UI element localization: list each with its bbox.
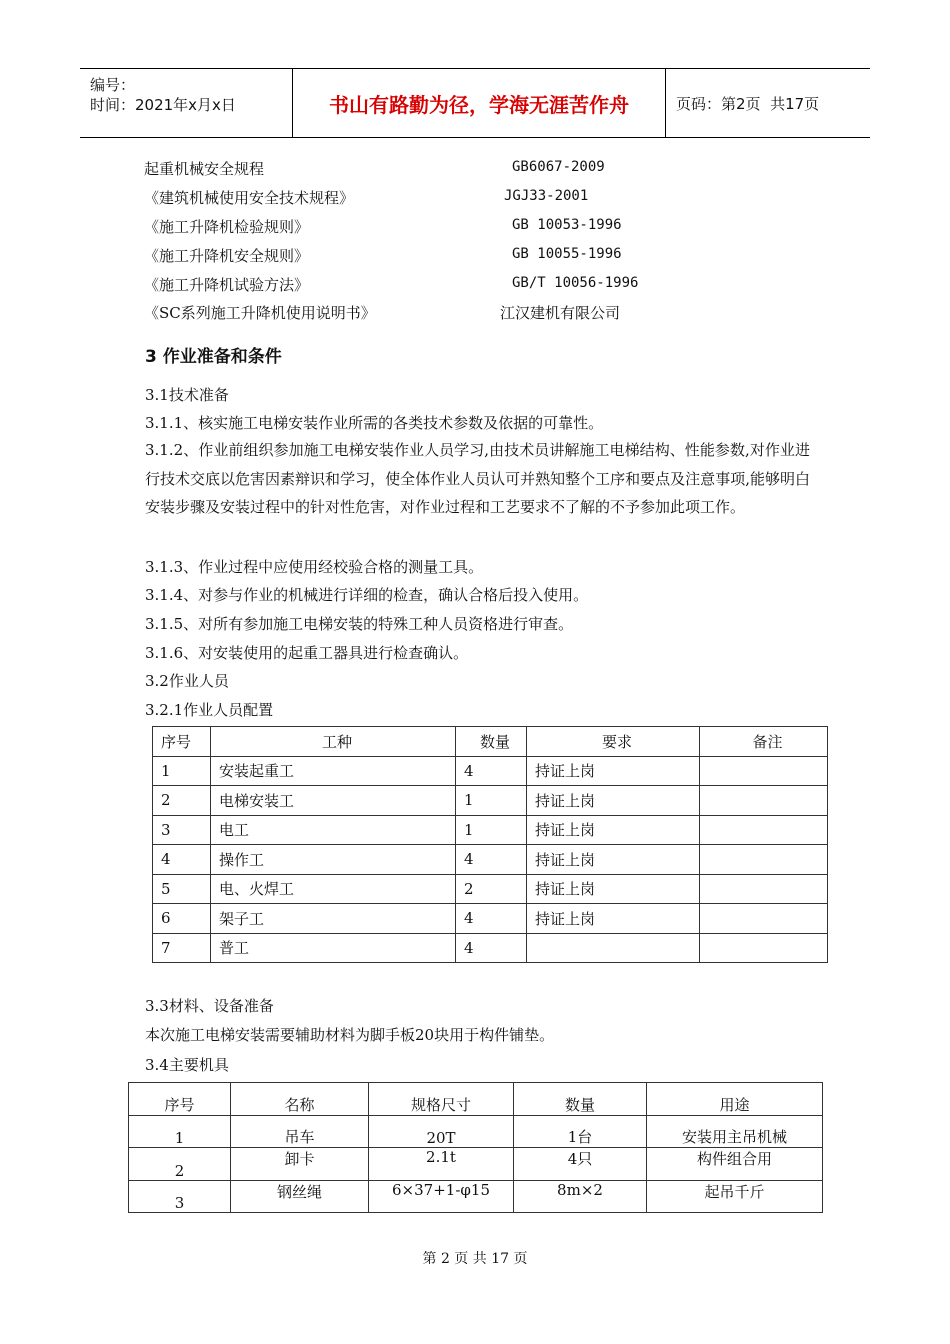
subsection-title: 3.3材料、设备准备 <box>145 997 274 1015</box>
table-cell <box>700 786 828 816</box>
table-cell: 2 <box>153 786 211 816</box>
table-cell <box>700 874 828 904</box>
table-cell: 4只 <box>514 1148 647 1181</box>
table-cell: 4 <box>456 845 527 875</box>
table-cell: 操作工 <box>211 845 456 875</box>
table-row <box>129 1148 823 1181</box>
table-cell: 8m×2 <box>514 1181 647 1213</box>
table-header-cell: 工种 <box>211 727 456 757</box>
header-motto: 书山有路勤为径，学海无涯苦作舟 <box>293 69 666 137</box>
table-row <box>153 874 828 904</box>
table-cell: 卸卡 <box>231 1148 369 1181</box>
standard-code: GB6067-2009 <box>512 159 605 175</box>
table-cell: 起吊千斤 <box>647 1181 823 1213</box>
table-cell: 电梯安装工 <box>211 786 456 816</box>
standard-name: 《建筑机械使用安全技术规程》 <box>144 189 355 207</box>
table-cell: 4 <box>456 904 527 934</box>
table-header-cell: 数量 <box>456 727 527 757</box>
table-cell <box>700 933 828 963</box>
standard-issuer: 江汉建机有限公司 <box>500 304 621 322</box>
paragraph: 本次施工电梯安装需要辅助材料为脚手板20块用于构件铺垫。 <box>145 1026 555 1044</box>
table-cell: 持证上岗 <box>527 904 700 934</box>
paragraph: 3.1.5、对所有参加施工电梯安装的特殊工种人员资格进行审查。 <box>145 615 574 633</box>
standard-name: 起重机械安全规程 <box>144 160 265 178</box>
table-cell: 持证上岗 <box>527 786 700 816</box>
table-header-row <box>153 727 828 757</box>
table-cell: 持证上岗 <box>527 874 700 904</box>
table-cell: 安装用主吊机械 <box>647 1116 823 1148</box>
standard-code: GB 10053-1996 <box>512 217 622 233</box>
table-cell: 1 <box>456 786 527 816</box>
subsection-title: 3.2作业人员 <box>145 672 229 690</box>
staff-table <box>152 726 828 963</box>
table-cell: 吊车 <box>231 1116 369 1148</box>
paragraph: 3.1.3、作业过程中应使用经校验合格的测量工具。 <box>145 558 484 576</box>
page-footer: 第 2 页 共 17 页 <box>422 1251 528 1267</box>
table-cell: 6 <box>153 904 211 934</box>
table-cell: 电、火焊工 <box>211 874 456 904</box>
table-cell: 7 <box>153 933 211 963</box>
table-cell: 安装起重工 <box>211 756 456 786</box>
table-row <box>153 845 828 875</box>
table-cell: 4 <box>456 756 527 786</box>
standard-name: 《施工升降机试验方法》 <box>144 276 310 294</box>
table-cell: 1 <box>129 1116 231 1148</box>
table-cell: 3 <box>153 815 211 845</box>
table-cell: 电工 <box>211 815 456 845</box>
section-title: 3 作业准备和条件 <box>145 347 282 367</box>
table-header-cell: 序号 <box>129 1083 231 1116</box>
header-page-info <box>666 69 870 137</box>
table-cell <box>700 756 828 786</box>
table-cell <box>700 845 828 875</box>
table-cell <box>700 815 828 845</box>
paragraph: 3.1.4、对参与作业的机械进行详细的检查，确认合格后投入使用。 <box>145 586 589 604</box>
table-cell: 1 <box>456 815 527 845</box>
table-row <box>153 786 828 816</box>
table-cell: 6×37+1-φ15 <box>369 1181 514 1213</box>
table-cell: 20T <box>369 1116 514 1148</box>
table-cell: 4 <box>153 845 211 875</box>
table-header-cell: 规格尺寸 <box>369 1083 514 1116</box>
table-header-cell: 要求 <box>527 727 700 757</box>
table-cell <box>527 933 700 963</box>
standard-code: GB/T 10056-1996 <box>512 275 639 291</box>
standard-code: JGJ33-2001 <box>504 188 589 204</box>
doc-number-label: 编号： <box>90 76 136 94</box>
table-cell: 1 <box>153 756 211 786</box>
table-row <box>153 756 828 786</box>
table-cell: 持证上岗 <box>527 845 700 875</box>
subsection-title: 3.2.1作业人员配置 <box>145 701 274 719</box>
table-row <box>153 933 828 963</box>
table-cell <box>700 904 828 934</box>
table-header-row <box>129 1083 823 1116</box>
table-header-cell: 数量 <box>514 1083 647 1116</box>
table-row <box>153 815 828 845</box>
standard-name: 《SC系列施工升降机使用说明书》 <box>144 304 376 322</box>
table-cell: 持证上岗 <box>527 815 700 845</box>
table-cell: 5 <box>153 874 211 904</box>
table-cell: 3 <box>129 1181 231 1213</box>
table-cell: 4 <box>456 933 527 963</box>
table-header-cell: 名称 <box>231 1083 369 1116</box>
paragraph: 3.1.6、对安装使用的起重工器具进行检查确认。 <box>145 644 469 662</box>
table-cell: 2 <box>456 874 527 904</box>
table-row <box>153 904 828 934</box>
standard-code: GB 10055-1996 <box>512 246 622 262</box>
table-header-cell: 序号 <box>153 727 211 757</box>
table-header-cell: 备注 <box>700 727 828 757</box>
table-cell: 2.1t <box>369 1148 514 1181</box>
paragraph: 3.1.2、作业前组织参加施工电梯安装作业人员学习,由技术员讲解施工电梯结构、性能参数,对作业进行技术交底以危害因素辩识和学习，使全体作业人员认可并熟知整个工序和要点及注意事项,能够明白安装步骤及安装过程中的针对性危害，对作业过程和工艺要求不了解的不予参加此项工作。 <box>145 441 810 517</box>
table-cell: 架子工 <box>211 904 456 934</box>
table-cell: 钢丝绳 <box>231 1181 369 1213</box>
table-cell: 1台 <box>514 1116 647 1148</box>
table-cell: 2 <box>129 1148 231 1181</box>
table-header-cell: 用途 <box>647 1083 823 1116</box>
header-meta <box>80 69 293 137</box>
standard-name: 《施工升降机安全规则》 <box>144 247 310 265</box>
table-cell: 持证上岗 <box>527 756 700 786</box>
table-cell: 普工 <box>211 933 456 963</box>
table-row <box>129 1181 823 1213</box>
tools-table <box>128 1082 823 1213</box>
standard-name: 《施工升降机检验规则》 <box>144 218 310 236</box>
table-cell: 构件组合用 <box>647 1148 823 1181</box>
table-row <box>129 1116 823 1148</box>
doc-time-label: 时间：2021年x月x日 <box>90 96 236 114</box>
page-header <box>80 68 870 138</box>
subsection-title: 3.1技术准备 <box>145 386 229 404</box>
subsection-title: 3.4主要机具 <box>145 1056 229 1074</box>
page-number-label: 页码：第2页 共17页 <box>676 94 820 113</box>
paragraph: 3.1.1、核实施工电梯安装作业所需的各类技术参数及依据的可靠性。 <box>145 414 604 432</box>
